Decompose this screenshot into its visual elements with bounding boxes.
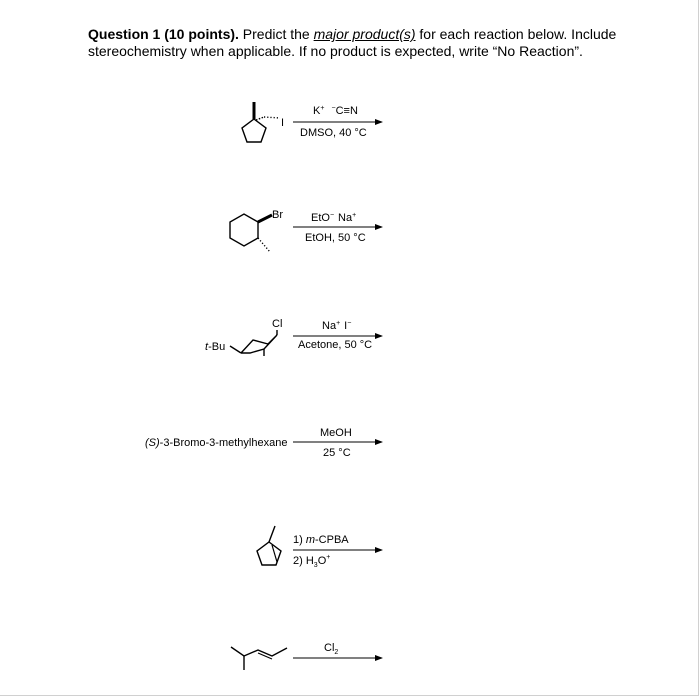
chair-cyclohexane-substrate-3 — [230, 330, 277, 356]
cyclohexane-substrate-2 — [230, 214, 272, 252]
question-text-2: for each reaction below. Include stereochemistry when applicable. If no product is expected, write “No Reaction”. — [88, 26, 617, 59]
reagent-1-top: K+ −C≡N — [313, 105, 358, 117]
question-number: Question 1 (10 points). — [88, 26, 239, 42]
reagent-4-top: MeOH — [320, 427, 352, 439]
reagent-4-bottom: 25 °C — [323, 447, 351, 459]
reaction-5 — [257, 526, 382, 569]
question-text-1: Predict the — [238, 26, 314, 42]
iodo-label: I — [281, 117, 285, 129]
reagent-3-top: Na+ I− — [322, 320, 352, 332]
reaction-4 — [145, 427, 382, 459]
cyclopentane-substrate-1 — [242, 102, 280, 142]
reaction-6 — [231, 642, 382, 670]
reaction-1 — [242, 102, 382, 142]
reagent-5-step2: 2) $H_3O^+$ — [293, 554, 331, 569]
major-products-emphasis: major product(s) — [313, 26, 416, 42]
reaction-2 — [230, 209, 382, 252]
bromo-label: Br — [272, 209, 283, 221]
tert-butyl-label: t-Bu — [205, 341, 226, 353]
reaction-3 — [205, 318, 382, 356]
reagent-3-bottom: Acetone, 50 °C — [298, 339, 373, 351]
reagent-5-step1: 1) m-CPBA — [293, 534, 349, 546]
reagent-2-top: EtO− Na+ — [311, 212, 357, 224]
alkene-substrate-6 — [231, 647, 287, 670]
methylcyclopentene-substrate-5 — [257, 526, 281, 565]
chloro-label: Cl — [272, 318, 283, 330]
reagent-2-bottom: EtOH, 50 °C — [305, 232, 366, 244]
substrate-name-4: (S)-3-Bromo-3-methylhexane — [145, 437, 288, 449]
reagent-1-bottom: DMSO, 40 °C — [300, 127, 367, 139]
reagent-6-top: $Cl_2$ — [324, 642, 339, 656]
